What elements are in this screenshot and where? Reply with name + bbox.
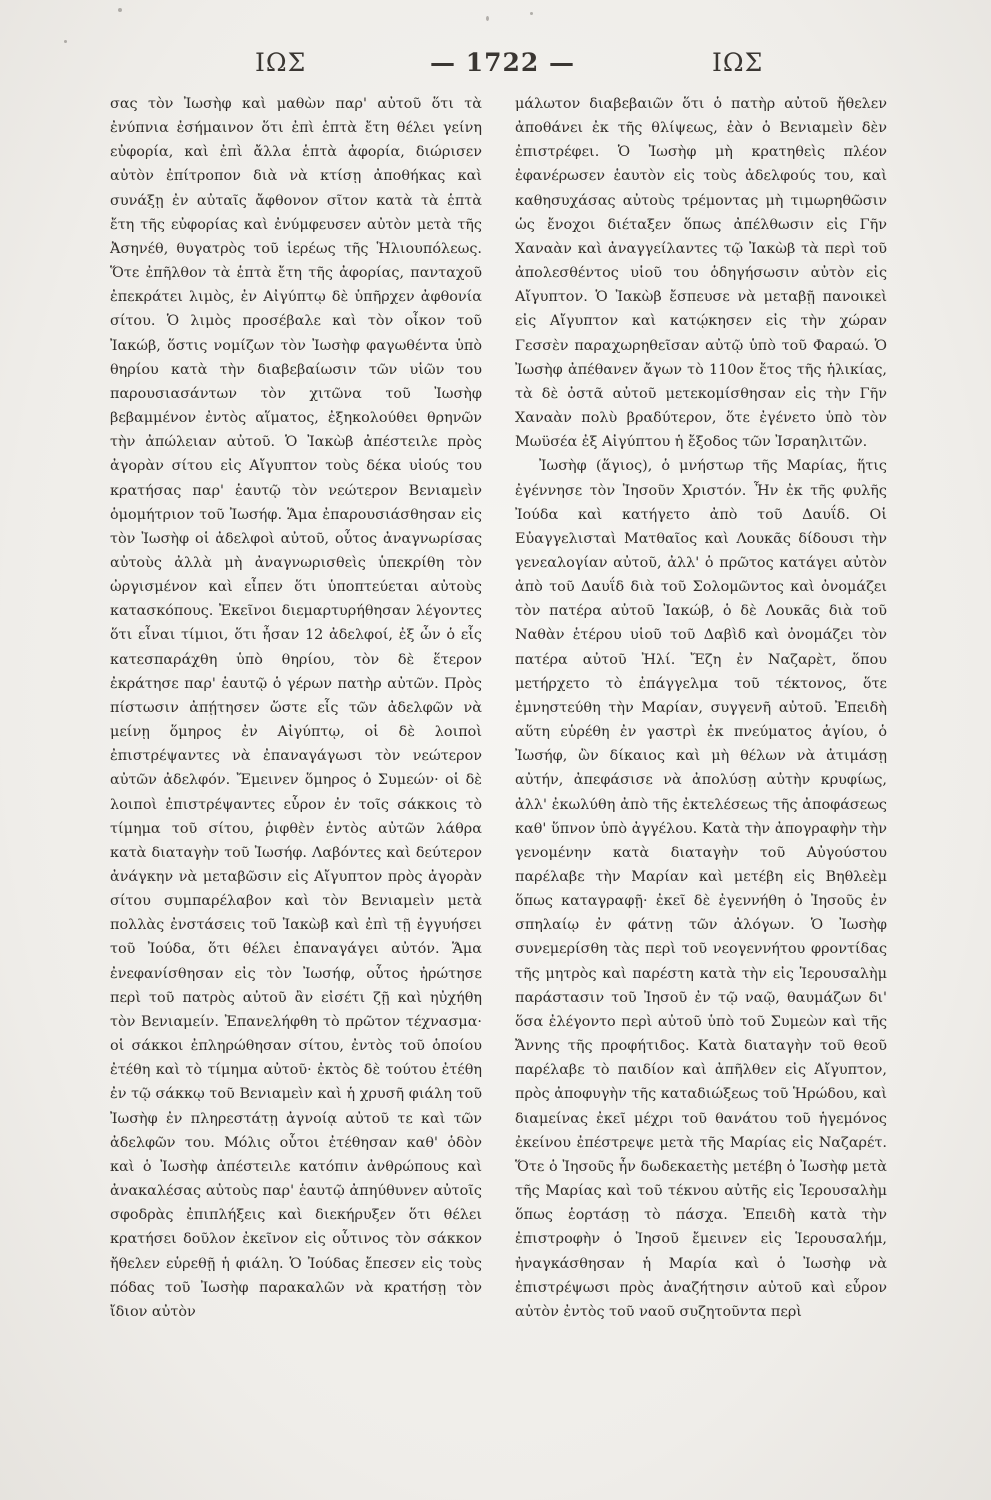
running-header	[0, 48, 991, 88]
left-text-column	[110, 92, 482, 1324]
paragraph: Ἰωσὴφ (ἅγιος), ὁ μνήστωρ τῆς Μαρίας, ἥτις ἐγέννησε τὸν Ἰησοῦν Χριστόν. Ἦν ἐκ τῆς φυλῆς Ἰούδα καὶ κατήγετο ἀπὸ τοῦ Δαυΐδ. Οἱ Εὐαγγελισταὶ Ματθαῖος καὶ Λουκᾶς δίδουσι τὴν γενεαλογίαν αὐτοῦ, ἀλλ' ὁ πρῶτος κατάγει αὐτὸν ἀπὸ τοῦ Δαυΐδ διὰ τοῦ Σολομῶντος καὶ ὀνομάζει τὸν πατέρα αὐτοῦ Ἰακώβ, ὁ δὲ Λουκᾶς διὰ τοῦ Ναθὰν ἑτέρου υἱοῦ τοῦ Δαβὶδ καὶ ὀνομάζει τὸν πατέρα αὐτοῦ Ἠλί. Ἔζη ἐν Ναζαρὲτ, ὅπου μετήρχετο τὸ ἐπάγγελμα τοῦ τέκτονος, ὅτε ἐμνηστεύθη τὴν Μαρίαν, συγγενῆ αὐτοῦ. Ἐπειδὴ αὕτη εὑρέθη ἐν γαστρὶ ἐκ πνεύματος ἁγίου, ὁ Ἰωσήφ, ὢν δίκαιος καὶ μὴ θέλων νὰ ἀτιμάσῃ αὐτήν, ἀπεφάσισε νὰ ἀπολύσῃ αὐτὴν κρυφίως, ἀλλ' ἐκωλύθη ἀπὸ τῆς ἐκτελέσεως τῆς ἀποφάσεως καθ' ὕπνον ὑπὸ ἀγγέλου. Κατὰ τὴν ἀπογραφὴν τὴν γενομένην κατὰ διαταγὴν τοῦ Αὐγούστου παρέλαβε τὴν Μαρίαν καὶ μετέβη εἰς Βηθλεὲμ ὅπως καταγραφῇ· ἐκεῖ δὲ ἐγεννήθη ὁ Ἰησοῦς ἐν σπηλαίῳ ἐν φάτνῃ τῶν ἀλόγων. Ὁ Ἰωσὴφ συνεμερίσθη τὰς περὶ τοῦ νεογεννήτου φροντίδας τῆς μητρὸς καὶ παρέστη κατὰ τὴν εἰς Ἱερουσαλὴμ παράστασιν τοῦ Ἰησοῦ ἐν τῷ ναῷ, θαυμάζων δι' ὅσα ἐλέγοντο περὶ αὐτοῦ ὑπὸ τοῦ Συμεὼν καὶ τῆς Ἄννης τῆς προφήτιδος. Κατὰ διαταγὴν τοῦ θεοῦ παρέλαβε τὸ παιδίον καὶ ἀπῆλθεν εἰς Αἴγυπτον, πρὸς ἀποφυγὴν τῆς καταδιώξεως τοῦ Ἡρώδου, καὶ διαμείνας ἐκεῖ μέχρι τοῦ θανάτου τοῦ ἡγεμόνος ἐκείνου ἐπέστρεψε μετὰ τῆς Μαρίας εἰς Ναζαρέτ. Ὅτε ὁ Ἰησοῦς ἦν δωδεκαετὴς μετέβη ὁ Ἰωσὴφ μετὰ τῆς Μαρίας καὶ τοῦ τέκνου αὐτῆς εἰς Ἱερουσαλὴμ ὅπως ἑορτάσῃ τὸ πάσχα. Ἐπειδὴ κατὰ τὴν ἐπιστροφὴν ὁ Ἰησοῦ ἔμεινεν εἰς Ἱερουσαλήμ, ἠναγκάσθησαν ἡ Μαρία καὶ ὁ Ἰωσὴφ νὰ ἐπιστρέψωσι πρὸς ἀναζήτησιν αὐτοῦ καὶ εὗρον αὐτὸν ἐντὸς τοῦ ναοῦ συζητοῦντα περὶ	[515, 458, 887, 1320]
paragraph: μάλωτον διαβεβαιῶν ὅτι ὁ πατὴρ αὐτοῦ ἤθελεν ἀποθάνει ἐκ τῆς θλίψεως, ἐὰν ὁ Βενιαμεὶν δὲν ἐπιστρέφει. Ὁ Ἰωσὴφ μὴ κρατηθεὶς πλέον ἐφανέρωσεν ἑαυτὸν εἰς τοὺς ἀδελφούς του, καὶ καθησυχάσας αὐτοὺς τρέμοντας μὴ τιμωρηθῶσιν ὡς ἔνοχοι διέταξεν ὅπως ἀπέλθωσιν εἰς Γῆν Χαναὰν καὶ ἀναγγείλαντες τῷ Ἰακὼβ τὰ περὶ τοῦ ἀπολεσθέντος υἱοῦ του ὁδηγήσωσιν αὐτὸν εἰς Αἴγυπτον. Ὁ Ἰακὼβ ἔσπευσε νὰ μεταβῇ πανοικεὶ εἰς Αἴγυπτον καὶ κατῴκησεν εἰς τὴν χώραν Γεσσὲν παραχωρηθεῖσαν αὐτῷ ὑπὸ τοῦ Φαραώ. Ὁ Ἰωσὴφ ἀπέθανεν ἄγων τὸ 110ον ἔτος τῆς ἡλικίας, τὰ δὲ ὀστᾶ αὐτοῦ μετεκομίσθησαν εἰς τὴν Γῆν Χαναὰν πολὺ βραδύτερον, ὅτε ἐγένετο ὑπὸ τὸν Μωϋσέα ἐξ Αἰγύπτου ἡ ἔξοδος τῶν Ἰσραηλιτῶν.	[515, 96, 887, 451]
page-number: — 1722 —	[430, 48, 575, 77]
ink-speck	[486, 16, 489, 21]
paragraph: σας τὸν Ἰωσὴφ καὶ μαθὼν παρ' αὐτοῦ ὅτι τὰ ἐνύπνια ἐσήμαινον ὅτι ἐπὶ ἑπτὰ ἔτη θέλει γείνη εὐφορία, καὶ ἐπὶ ἄλλα ἑπτὰ ἀφορία, διώρισεν αὐτὸν ἐπίτροπον διὰ νὰ κτίσῃ ἀποθήκας καὶ συνάξῃ ἐν αὐταῖς ἄφθονον σῖτον κατὰ τὰ ἑπτὰ ἔτη τῆς εὐφορίας καὶ ἐνύμφευσεν αὐτὸν μετὰ τῆς Ἀσηνέθ, θυγατρὸς τοῦ ἱερέως τῆς Ἡλιουπόλεως. Ὅτε ἐπῆλθον τὰ ἑπτὰ ἔτη τῆς ἀφορίας, πανταχοῦ ἐπεκράτει λιμὸς, ἐν Αἰγύπτῳ δὲ ὑπῆρχεν ἀφθονία σίτου. Ὁ λιμὸς προσέβαλε καὶ τὸν οἶκον τοῦ Ἰακώβ, ὅστις νομίζων τὸν Ἰωσὴφ φαγωθέντα ὑπὸ θηρίου κατὰ τὴν διαβεβαίωσιν τῶν υἱῶν του παρουσιασάντων τὸν χιτῶνα τοῦ Ἰωσὴφ βεβαμμένον ἐντὸς αἵματος, ἐξηκολούθει θρηνῶν τὴν ἀπώλειαν αὐτοῦ. Ὁ Ἰακὼβ ἀπέστειλε πρὸς ἀγορὰν σίτου εἰς Αἴγυπτον τοὺς δέκα υἱούς του κρατήσας παρ' ἑαυτῷ τὸν νεώτερον Βενιαμεὶν ὁμομήτριον τοῦ Ἰωσήφ. Ἅμα ἐπαρουσιάσθησαν εἰς τὸν Ἰωσὴφ οἱ ἀδελφοὶ αὐτοῦ, οὗτος ἀναγνωρίσας αὐτοὺς ἀλλὰ μὴ ἀναγνωρισθεὶς ὑπεκρίθη τὸν ὠργισμένον καὶ εἶπεν ὅτι ὑποπτεύεται αὐτοὺς κατασκόπους. Ἐκεῖνοι διεμαρτυρήθησαν λέγοντες ὅτι εἶναι τίμιοι, ὅτι ἦσαν 12 ἀδελφοί, ἐξ ὧν ὁ εἷς κατεσπαράχθη ὑπὸ θηρίου, τὸν δὲ ἕτερον ἐκράτησε παρ' ἑαυτῷ ὁ γέρων πατὴρ αὐτῶν. Πρὸς πίστωσιν ἀπῄτησεν ὥστε εἷς τῶν ἀδελφῶν νὰ μείνῃ ὅμηρος ἐν Αἰγύπτῳ, οἱ δὲ λοιποὶ ἐπιστρέψαντες νὰ ἐπαναγάγωσι τὸν νεώτερον αὐτῶν ἀδελφόν. Ἔμεινεν ὅμηρος ὁ Συμεών· οἱ δὲ λοιποὶ ἐπιστρέψαντες εὗρον ἐν τοῖς σάκκοις τὸ τίμημα τοῦ σίτου, ῥιφθὲν ἐντὸς αὐτῶν λάθρα κατὰ διαταγὴν τοῦ Ἰωσήφ. Λαβόντες καὶ δεύτερον ἀνάγκην νὰ μεταβῶσιν εἰς Αἴγυπτον πρὸς ἀγορὰν σίτου συμπαρέλαβον καὶ τὸν Βενιαμεὶν μετὰ πολλὰς ἐνστάσεις τοῦ Ἰακὼβ καὶ ἐπὶ τῇ ἐγγυήσει τοῦ Ἰούδα, ὅτι θέλει ἐπαναγάγει αὐτόν. Ἅμα ἐνεφανίσθησαν εἰς τὸν Ἰωσήφ, οὗτος ἠρώτησε περὶ τοῦ πατρὸς αὐτοῦ ἂν εἰσέτι ζῇ καὶ ηὐχήθη τὸν Βενιαμείν. Ἐπανελήφθη τὸ πρῶτον τέχνασμα· οἱ σάκκοι ἐπληρώθησαν σίτου, ἐντὸς τοῦ ὁποίου ἐτέθη καὶ τὸ τίμημα αὐτοῦ· ἐκτὸς δὲ τούτου ἐτέθη ἐν τῷ σάκκῳ τοῦ Βενιαμεὶν καὶ ἡ χρυσῆ φιάλη τοῦ Ἰωσὴφ ἐν πληρεστάτῃ ἀγνοίᾳ αὐτοῦ τε καὶ τῶν ἀδελφῶν του. Μόλις οὗτοι ἐτέθησαν καθ' ὁδὸν καὶ ὁ Ἰωσὴφ ἀπέστειλε κατόπιν ἀνθρώπους καὶ ἀνακαλέσας αὐτοὺς παρ' ἑαυτῷ ἀπηύθυνεν αὐτοῖς σφοδρὰς ἐπιπλήξεις καὶ διεκήρυξεν ὅτι θέλει κρατήσει δοῦλον ἐκεῖνον εἰς οὗτινος τὸν σάκκον ἤθελεν εὑρεθῇ ἡ φιάλη. Ὁ Ἰούδας ἔπεσεν εἰς τοὺς πόδας τοῦ Ἰωσὴφ παρακαλῶν νὰ κρατήσῃ τὸν ἴδιον αὐτὸν	[110, 96, 482, 1320]
header-left-word: ΙΩΣ	[255, 48, 307, 77]
right-text-column	[515, 92, 887, 1324]
ink-speck	[118, 8, 122, 12]
header-right-word: ΙΩΣ	[712, 48, 764, 77]
ink-speck	[64, 40, 67, 43]
ink-speck	[530, 12, 533, 15]
